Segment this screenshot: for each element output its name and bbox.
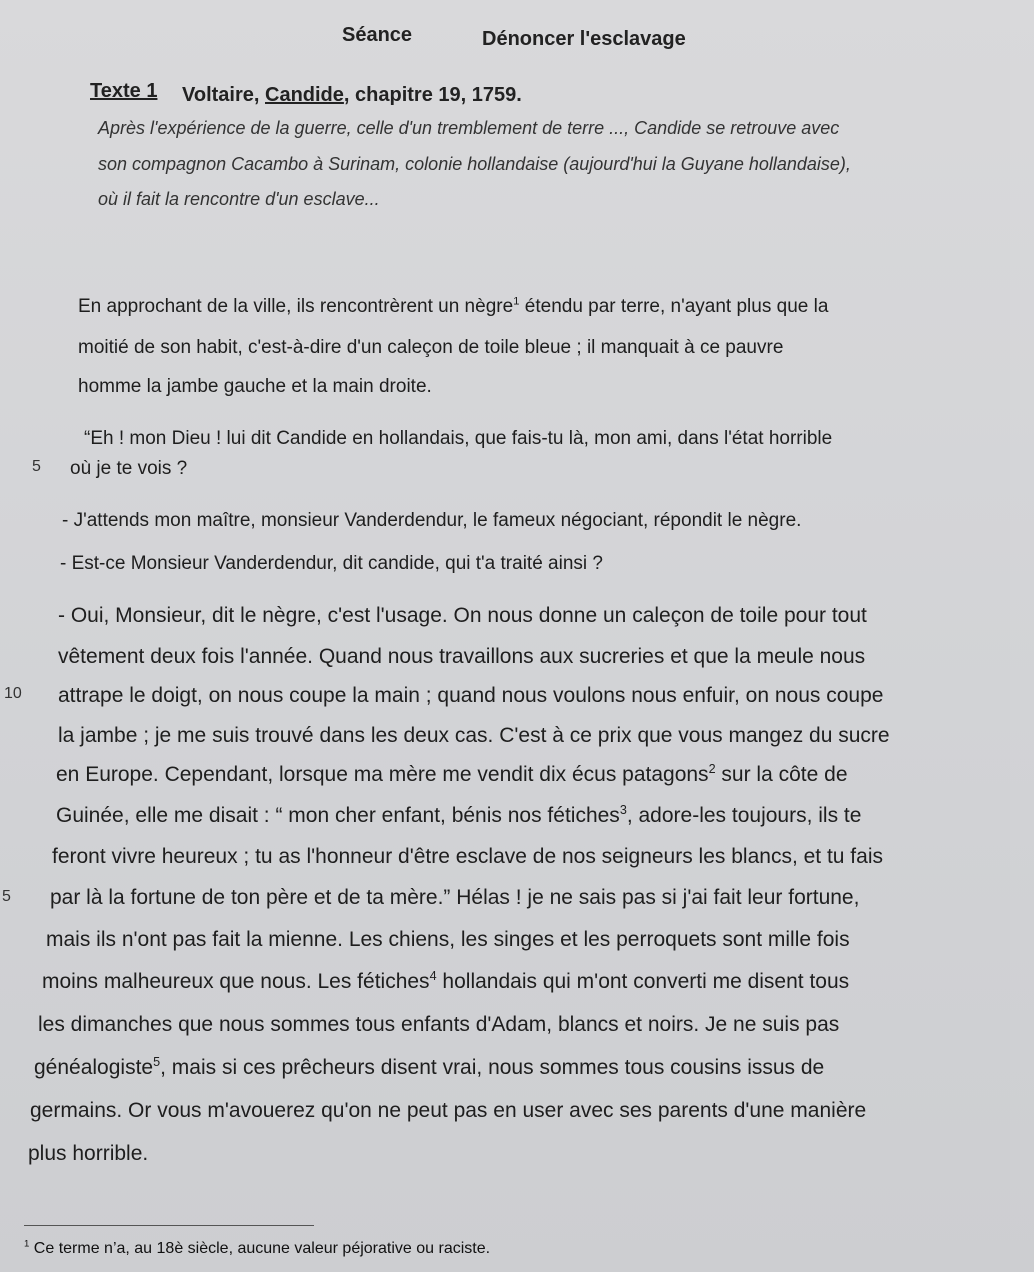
body-line: vêtement deux fois l'année. Quand nous travaillons aux sucreries et que la meule nous: [58, 645, 866, 668]
body-line: - J'attends mon maître, monsieur Vanderdendur, le fameux négociant, répondit le nègre.: [62, 510, 802, 531]
line-number: 5: [32, 458, 41, 475]
body-line: attrape le doigt, on nous coupe la main ; quand nous voulons nous enfuir, on nous coupe: [58, 684, 884, 707]
footnote-ref: 2: [708, 762, 716, 776]
body-line: Guinée, elle me disait : “ mon cher enfant, bénis nos fétiches$^3$, adore-les toujours, ils te: [56, 803, 862, 827]
reference: , chapitre 19, 1759.: [343, 84, 522, 106]
work-title: Candide: [265, 84, 344, 106]
intro-line-3: où il fait la rencontre d'un esclave...: [98, 189, 380, 209]
author: Voltaire,: [182, 84, 260, 106]
body-line: feront vivre heureux ; tu as l'honneur d'être esclave de nos seigneurs les blancs, et tu fais: [52, 845, 883, 868]
body-line: germains. Or vous m'avouerez qu'on ne peut pas en user avec ses parents d'une manière: [30, 1099, 867, 1122]
body-line: mais ils n'ont pas fait la mienne. Les chiens, les singes et les perroquets sont mille fois: [46, 928, 850, 951]
session-topic: Dénoncer l'esclavage: [482, 28, 686, 50]
body-line: “Eh ! mon Dieu ! lui dit Candide en hollandais, que fais-tu là, mon ami, dans l'état horrible: [84, 428, 833, 449]
body-line: en Europe. Cependant, lorsque ma mère me vendit dix écus patagons$^2$ sur la côte de: [56, 762, 848, 786]
body-line: - Est-ce Monsieur Vanderdendur, dit candide, qui t'a traité ainsi ?: [60, 553, 603, 574]
body-line: généalogiste$^5$, mais si ces prêcheurs disent vrai, nous sommes tous cousins issus de: [34, 1055, 825, 1079]
intro-line-1: Après l'expérience de la guerre, celle d'un tremblement de terre ..., Candide se retrouve avec: [98, 118, 840, 138]
body-line: par là la fortune de ton père et de ta mère.” Hélas ! je ne sais pas si j'ai fait leur fortune,: [50, 886, 860, 909]
body-line: moins malheureux que nous. Les fétiches$^4$ hollandais qui m'ont converti me disent tous: [42, 969, 850, 993]
line-number: 5: [2, 888, 11, 905]
body-line: les dimanches que nous sommes tous enfants d'Adam, blancs et noirs. Je ne suis pas: [38, 1013, 840, 1036]
footnote-ref: 3: [619, 803, 627, 817]
body-line: où je te vois ?: [70, 458, 188, 479]
body-line: - Oui, Monsieur, dit le nègre, c'est l'usage. On nous donne un caleçon de toile pour tout: [58, 604, 867, 627]
session-label: Séance: [342, 24, 413, 46]
text-title: [182, 84, 522, 107]
footnote-ref: 4: [429, 969, 437, 983]
footnote-divider: [24, 1225, 314, 1226]
body-line: homme la jambe gauche et la main droite.: [78, 376, 432, 397]
body-line: En approchant de la ville, ils rencontrèrent un nègre$^1$ étendu par terre, n'ayant plus que la: [78, 295, 829, 317]
line-number: 10: [4, 685, 22, 702]
text-label: Texte 1: [90, 80, 158, 102]
intro-line-2: son compagnon Cacambo à Surinam, colonie hollandaise (aujourd'hui la Guyane hollandaise),: [98, 154, 851, 174]
footnote-marker: 1: [24, 1238, 30, 1250]
body-line: plus horrible.: [28, 1142, 149, 1165]
footnote: $^1$ Ce terme n’a, au 18è siècle, aucune valeur péjorative ou raciste.: [24, 1238, 491, 1257]
footnote-ref: 1: [513, 295, 520, 308]
body-line: la jambe ; je me suis trouvé dans les deux cas. C'est à ce prix que vous mangez du sucre: [58, 724, 890, 747]
body-line: moitié de son habit, c'est-à-dire d'un caleçon de toile bleue ; il manquait à ce pauvre: [78, 337, 784, 358]
footnote-ref: 5: [153, 1055, 161, 1069]
